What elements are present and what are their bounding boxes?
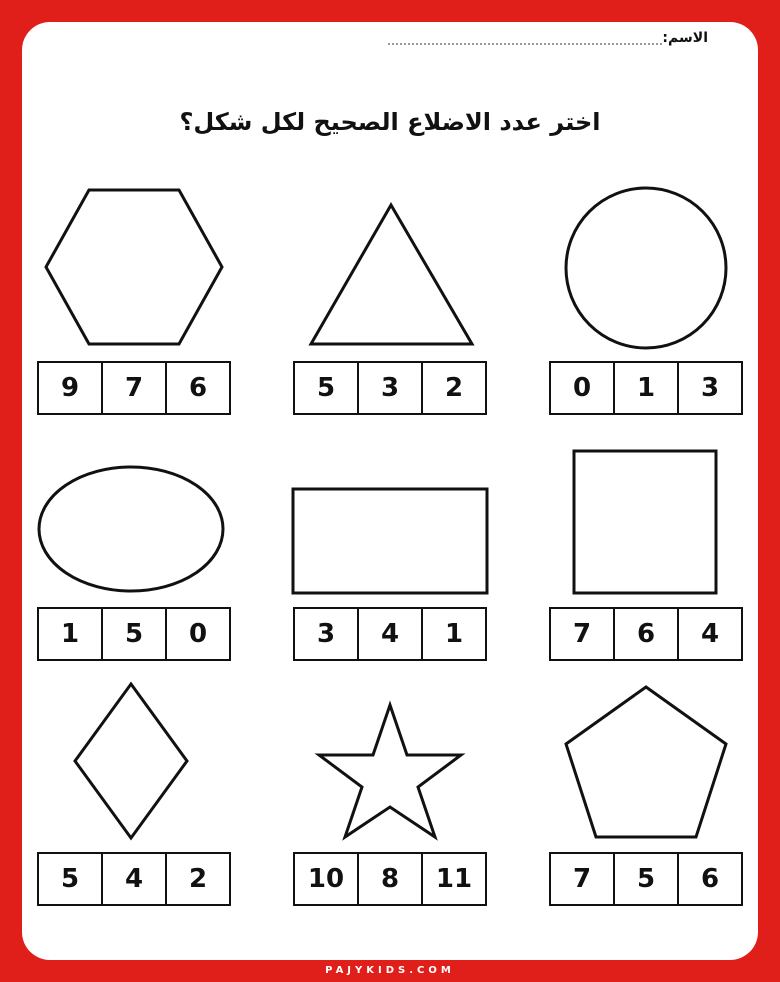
circle-icon	[560, 182, 732, 354]
answer-box-oval	[37, 607, 231, 661]
name-dotted-line[interactable]	[388, 43, 662, 45]
answer-option[interactable]: 6	[613, 609, 677, 659]
answer-option[interactable]: 5	[60, 864, 80, 894]
answer-option[interactable]: 5	[613, 854, 677, 904]
answer-option[interactable]: 2	[165, 854, 229, 904]
answer-box-star	[293, 852, 487, 906]
answer-option[interactable]: 6	[165, 363, 229, 413]
answer-option[interactable]: 4	[357, 609, 421, 659]
name-label: الاسم:	[662, 30, 708, 46]
answer-option[interactable]: 0	[572, 373, 592, 403]
answer-box-rectangle	[293, 607, 487, 661]
answer-box-pentagon	[549, 852, 743, 906]
answer-option[interactable]: 5	[101, 609, 165, 659]
answer-option[interactable]: 4	[677, 609, 741, 659]
answer-option[interactable]: 3	[357, 363, 421, 413]
name-field[interactable]	[388, 30, 708, 54]
rhombus-icon	[70, 680, 192, 842]
answer-option[interactable]: 7	[572, 864, 592, 894]
answer-option[interactable]: 10	[307, 864, 345, 894]
answer-option[interactable]: 4	[101, 854, 165, 904]
answer-box-square	[549, 607, 743, 661]
footer-site-link[interactable]: PAJYKIDS.COM	[325, 965, 455, 976]
answer-option[interactable]: 3	[316, 619, 336, 649]
answer-option[interactable]: 3	[677, 363, 741, 413]
answer-option[interactable]: 11	[421, 854, 485, 904]
answer-box-hexagon	[37, 361, 231, 415]
star-icon	[315, 700, 465, 842]
answer-option[interactable]: 1	[60, 619, 80, 649]
answer-box-circle	[549, 361, 743, 415]
hexagon-icon	[40, 186, 230, 350]
answer-option[interactable]: 2	[421, 363, 485, 413]
answer-option[interactable]: 5	[316, 373, 336, 403]
triangle-icon	[305, 200, 477, 350]
answer-option[interactable]: 1	[613, 363, 677, 413]
pentagon-icon	[561, 683, 731, 841]
answer-box-rhombus	[37, 852, 231, 906]
answer-box-triangle	[293, 361, 487, 415]
answer-option[interactable]: 9	[60, 373, 80, 403]
answer-option[interactable]: 1	[421, 609, 485, 659]
square-icon	[571, 448, 719, 596]
page-title: اختر عدد الاضلاع الصحيح لكل شكل؟	[179, 108, 601, 136]
answer-option[interactable]: 0	[165, 609, 229, 659]
answer-option[interactable]: 7	[101, 363, 165, 413]
oval-icon	[34, 462, 228, 596]
answer-option[interactable]: 6	[677, 854, 741, 904]
answer-option[interactable]: 7	[572, 619, 592, 649]
rectangle-icon	[290, 486, 490, 596]
answer-option[interactable]: 8	[357, 854, 421, 904]
